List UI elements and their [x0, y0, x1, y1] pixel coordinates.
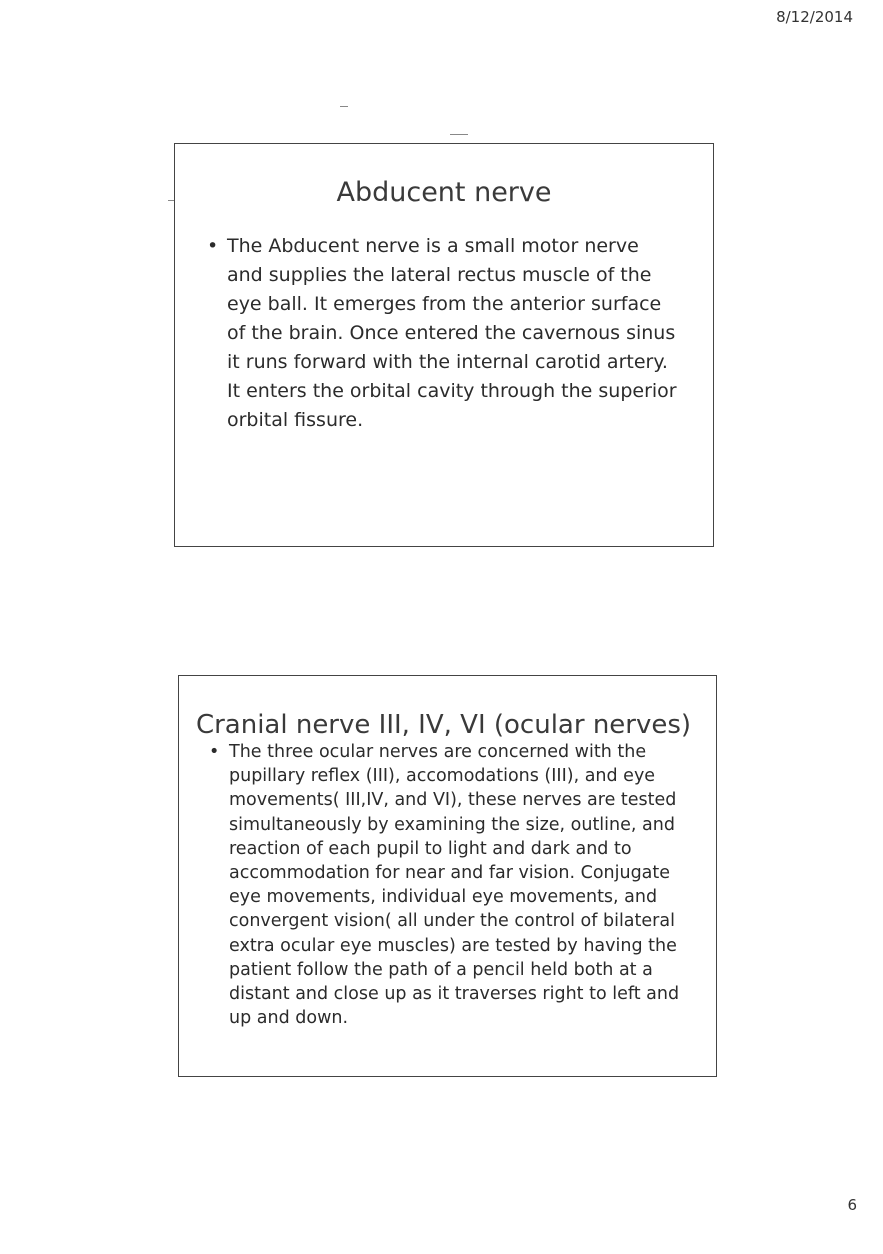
slide-bullet	[207, 232, 677, 435]
scan-speck	[340, 106, 348, 107]
slide-title: Cranial nerve III, IV, VI (ocular nerves)	[195, 710, 692, 740]
page-number: 6	[847, 1196, 857, 1214]
slide-abducent-nerve	[174, 143, 714, 547]
bullet-text: The three ocular nerves are concerned with the pupillary reflex (III), accomodations (III), and eye movements( III,IV, and VI), these nerves are tested simultaneously by examining the size, outline, and reaction of each pupil to light and dark and to accommodation for near and far vision. Conjugate eye movements, individual eye movements, and convergent vision( all under the control of bilateral extra ocular eye muscles) are tested by having the patient follow the path of a pencil held both at a distant and close up as it traverses right to left and up and down.	[229, 742, 680, 1029]
slide-bullet	[209, 740, 692, 1030]
slide-title: Abducent nerve	[336, 177, 552, 208]
print-date: 8/12/2014	[776, 8, 853, 26]
scan-speck	[450, 134, 468, 135]
bullet-icon: •	[209, 742, 220, 762]
bullet-text: The Abducent nerve is a small motor nerve and supplies the lateral rectus muscle of the eye ball. It emerges from the anterior surface of the brain. Once entered the cavernous sinus it runs forward with the internal carotid artery. It enters the orbital cavity through the superior orbital fissure.	[227, 235, 677, 431]
slide-ocular-nerves	[178, 675, 717, 1077]
bullet-icon: •	[207, 235, 219, 257]
